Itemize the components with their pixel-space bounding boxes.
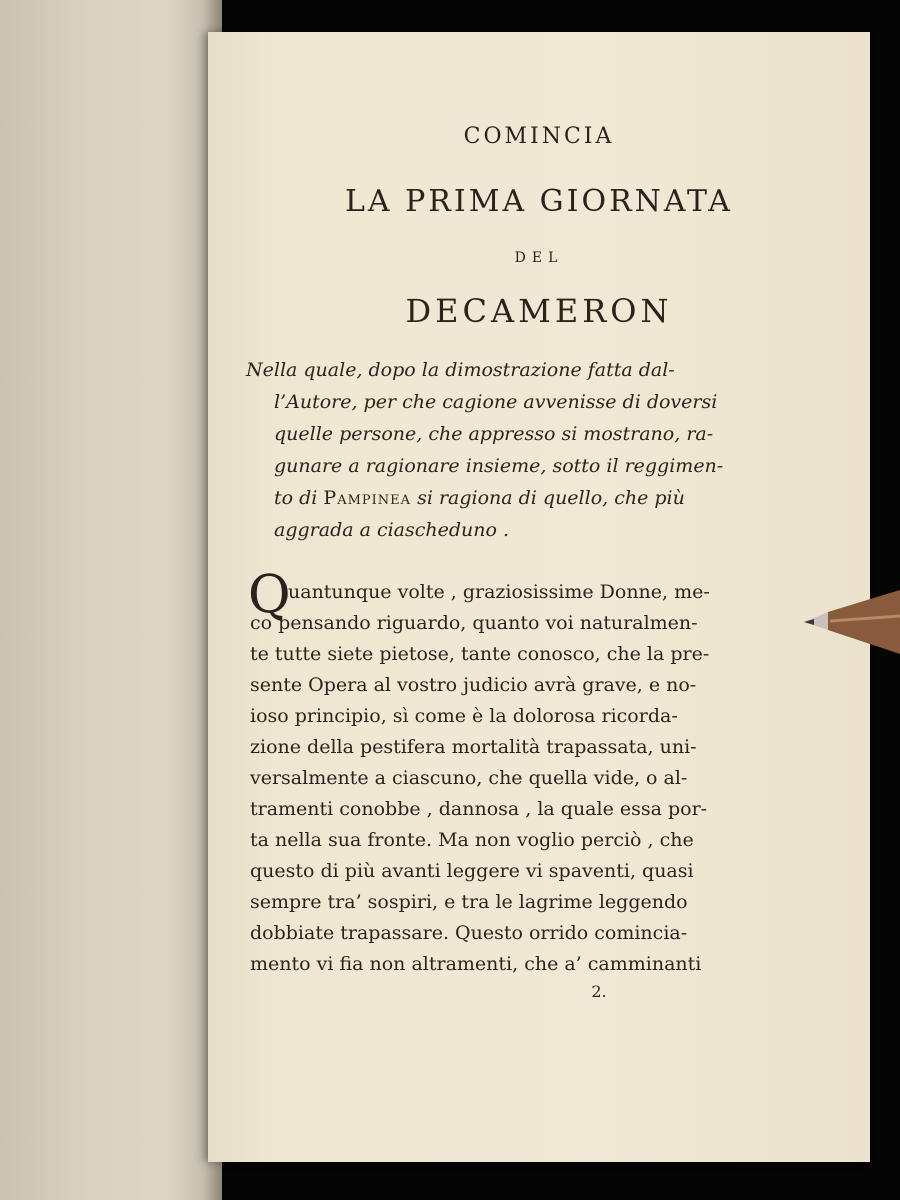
text-line: questo di più avanti leggere vi spaventi, quasi bbox=[250, 860, 694, 882]
summary-text: si ragiona di quello, che più bbox=[411, 487, 685, 509]
text-line: sente Opera al vostro judicio avrà grave, e no- bbox=[250, 674, 697, 696]
heading-comincia: COMINCIA bbox=[463, 124, 615, 149]
heading-giornata: LA PRIMA GIORNATA bbox=[345, 184, 733, 219]
page-title: DECAMERON bbox=[405, 292, 673, 330]
left-page bbox=[0, 0, 222, 1200]
text-line: uantunque volte , graziosissime Donne, me- bbox=[288, 581, 710, 603]
text-line: dobbiate trapassare. Questo orrido comincia- bbox=[250, 922, 688, 944]
text-line: mento vi fia non altramenti, che a’ camminanti bbox=[250, 953, 702, 975]
character-name: Pampinea bbox=[323, 487, 412, 509]
summary-line: aggrada a ciascheduno . bbox=[274, 519, 510, 541]
text-line: versalmente a ciascuno, che quella vide, o al- bbox=[250, 767, 688, 789]
summary-line: gunare a ragionare insieme, sotto il reggimen- bbox=[274, 455, 724, 477]
text-line: zione della pestifera mortalità trapassata, uni- bbox=[250, 736, 697, 758]
text-line: te tutte siete pietose, tante conosco, che la pre- bbox=[250, 643, 710, 665]
summary-line bbox=[246, 482, 776, 514]
summary-text: to di bbox=[274, 487, 324, 509]
summary-line: l’Autore, per che cagione avvenisse di doversi bbox=[274, 391, 718, 413]
text-line: tramenti conobbe , dannosa , la quale essa por- bbox=[250, 798, 708, 820]
summary-line: quelle persone, che appresso si mostrano, ra- bbox=[274, 423, 714, 445]
summary-line: Nella quale, dopo la dimostrazione fatta dal- bbox=[246, 359, 675, 381]
text-line: ta nella sua fronte. Ma non voglio perciò , che bbox=[250, 829, 694, 851]
right-page bbox=[208, 32, 870, 1162]
body-text bbox=[248, 565, 770, 980]
pencil-pointer-icon bbox=[800, 586, 900, 658]
drop-cap: Q bbox=[248, 565, 291, 625]
heading-del: DEL bbox=[514, 250, 564, 266]
chapter-summary bbox=[246, 354, 776, 546]
page-number: 2. bbox=[591, 982, 607, 1001]
text-line: ioso principio, sì come è la dolorosa ricorda- bbox=[250, 705, 678, 727]
text-line: sempre tra’ sospiri, e tra le lagrime leggendo bbox=[250, 891, 688, 913]
text-line: co pensando riguardo, quanto voi naturalmen- bbox=[250, 612, 698, 634]
